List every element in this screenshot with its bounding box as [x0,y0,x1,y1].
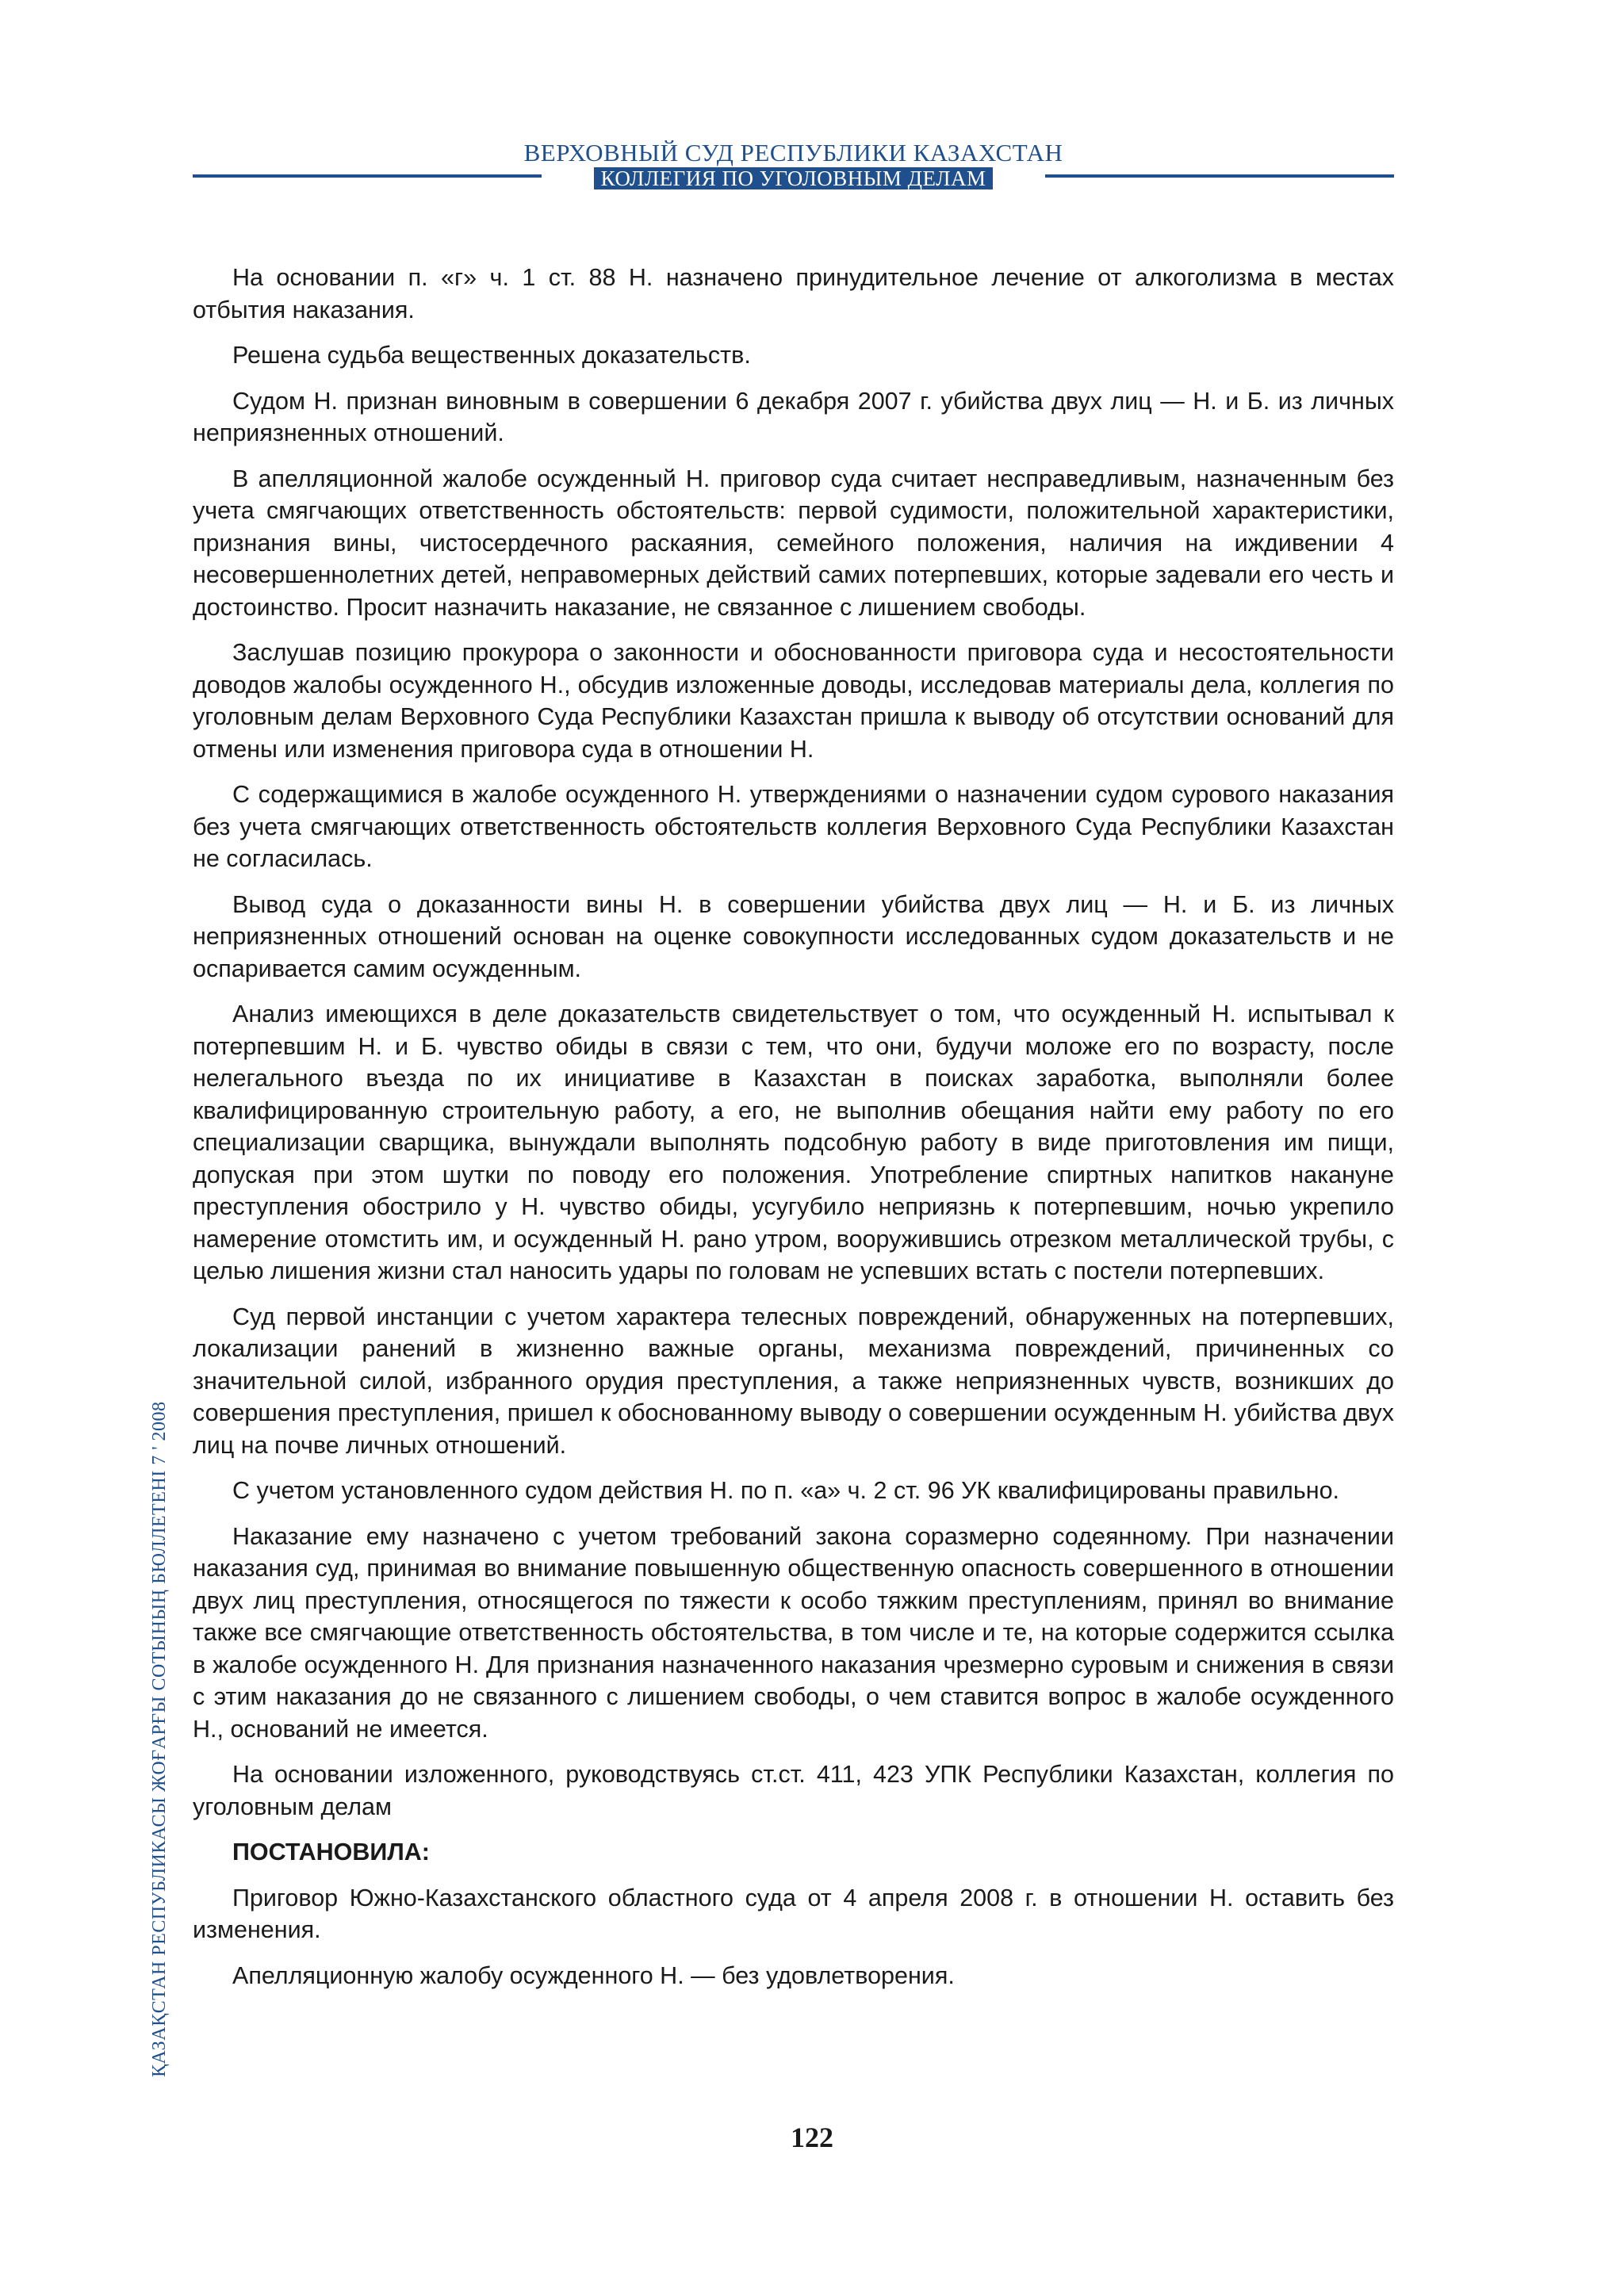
paragraph: В апелляционной жалобе осужденный Н. приговор суда считает несправедливым, назначенным без учета смягчающих ответственность обстоятельств: первой судимости, положительной характеристики, признания вины, чистосердечного раскаяния, семейного положения, наличия на иждивении 4 несовершеннолетних детей, неправомерных действий самих потерпевших, которые задевали его честь и достоинство. Просит назначить наказание, не связанное с лишением свободы. [193,465,1394,621]
paragraph: Наказание ему назначено с учетом требований закона соразмерно содеянному. При назначении наказания суд, принимая во внимание повышенную общественную опасность совершенного в отношении двух лиц преступления, относящегося по тяжести к особо тяжким преступлениям, принял во внимание также все смягчающие ответственность обстоятельства, в том числе и те, на которые содержится ссылка в жалобе осужденного Н. Для признания назначенного наказания чрезмерно суровым и снижения в связи с этим наказания до не связанного с лишением свободы, о чем ставится вопрос в жалобе осужденного Н., оснований не имеется. [193,1522,1394,1743]
header-subtitle-wrap [193,167,1394,189]
paragraph: Заслушав позицию прокурора о законности и обоснованности приговора суда и несостоятельности доводов жалобы осужденного Н., обсудив изложенные доводы, исследовав материалы дела, коллегия по уголовным делам Верховного Суда Республики Казахстан пришла к выводу об отсутствии оснований для отмены или изменения приговора суда в отношении Н. [193,639,1394,763]
paragraph: Решена судьба вещественных доказательств. [232,342,751,369]
document-body [193,262,1394,2005]
paragraph: Анализ имеющихся в деле доказательств свидетельствует о том, что осужденный Н. испытывал к потерпевшим Н. и Б. чувство обиды в связи с тем, что они, будучи моложе его по возрасту, после нелегального въезда по их инициативе в Казахстан в поисках заработка, выполняли более квалифицированную строительную работу, а его, не выполнив обещания найти ему работу по его специализации сварщика, вынуждали выполнять подсобную работу в виде приготовления им пищи, допуская при этом шутки по поводу его положения. Употребление спиртных напитков накануне преступления обострило у Н. чувство обиды, усугубило неприязнь к потерпевшим, ночью укрепило намерение отомстить им, и осужденный Н. рано утром, вооружившись отрезком металлической трубы, с целью лишения жизни стал наносить удары по головам не успевших встать с постели потерпевших. [193,1001,1394,1284]
paragraph: Вывод суда о доказанности вины Н. в совершении убийства двух лиц — Н. и Б. из личных неприязненных отношений основан на оценке совокупности исследованных судом доказательств и не оспаривается самим осужденным. [193,890,1394,982]
header-title: ВЕРХОВНЫЙ СУД РЕСПУБЛИКИ КАЗАХСТАН [523,139,1063,166]
spine-journal-title: ҚАЗАҚСТАН РЕСПУБЛИКАСЫ ЖОҒАРҒЫ СОТЫНЫҢ БЮЛЛЕТЕНІ 7 ' 2008 [149,1401,170,2077]
page-number: 122 [791,2122,833,2153]
ruling-paragraph: Апелляционную жалобу осужденного Н. — без удовлетворения. [232,1961,955,1989]
ruling-heading: ПОСТАНОВИЛА: [232,1839,430,1866]
paragraph: С учетом установленного судом действия Н. по п. «а» ч. 2 ст. 96 УК квалифицированы правильно. [232,1477,1340,1504]
paragraph: С содержащимися в жалобе осужденного Н. утверждениями о назначении судом сурового наказания без учета смягчающих ответственность обстоятельств коллегия Верховного Суда Республики Казахстан не согласилась. [193,781,1394,872]
running-header [193,139,1394,202]
paragraph: На основании изложенного, руководствуясь ст.ст. 411, 423 УПК Республики Казахстан, коллегия по уголовным делам [193,1761,1394,1820]
header-subtitle: КОЛЛЕГИЯ ПО УГОЛОВНЫМ ДЕЛАМ [594,167,994,189]
paragraph: Суд первой инстанции с учетом характера телесных повреждений, обнаруженных на потерпевших, локализации ранений в жизненно важные органы, механизма повреждений, причиненных со значительной силой, избранного орудия преступления, а также неприязненных чувств, возникших до совершения преступления, пришел к обоснованному выводу о совершении осужденным Н. убийства двух лиц на почве личных отношений. [193,1303,1394,1459]
ruling-paragraph: Приговор Южно-Казахстанского областного суда от 4 апреля 2008 г. в отношении Н. оставить без изменения. [193,1884,1394,1943]
paragraph: Судом Н. признан виновным в совершении 6 декабря 2007 г. убийства двух лиц — Н. и Б. из личных неприязненных отношений. [193,387,1394,446]
paragraph: На основании п. «г» ч. 1 ст. 88 Н. назначено принудительное лечение от алкоголизма в местах отбытия наказания. [193,264,1394,323]
